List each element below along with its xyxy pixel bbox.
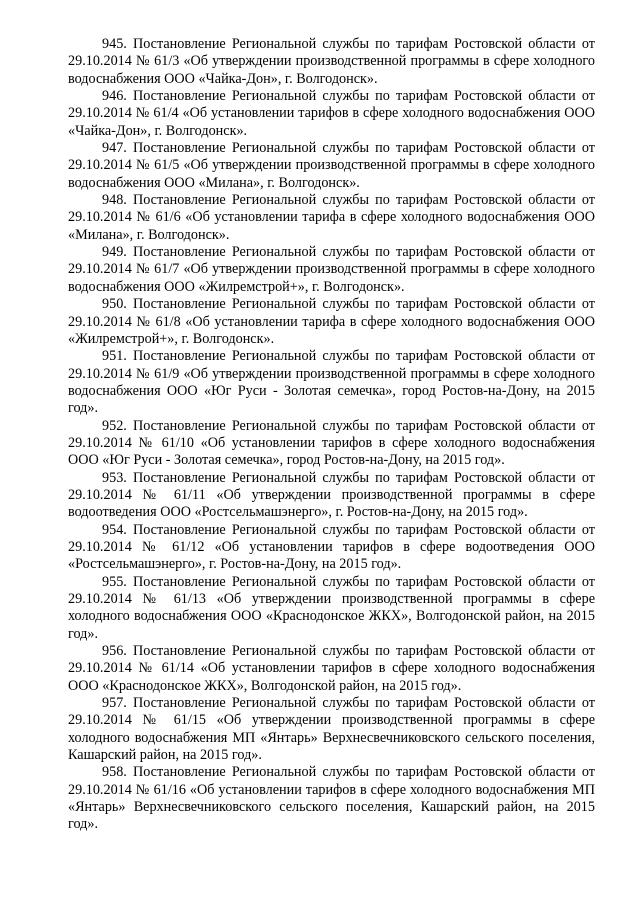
entry-945: 945. Постановление Региональной службы по тарифам Ростовской области от 29.10.2014 № 61/3 «Об утверждении производственной программы в сфере холодного водоснабжения ООО «Чайка-Дон», г. Волгодонск». — [68, 36, 595, 87]
entry-950: 950. Постановление Региональной службы по тарифам Ростовской области от 29.10.2014 № 61/8 «Об установлении тарифа в сфере холодного водоснабжения ООО «Жилремстрой+», г. Волгодонск». — [68, 296, 595, 347]
entry-957: 957. Постановление Региональной службы по тарифам Ростовской области от 29.10.2014 № 61/15 «Об утверждении производственной программы в сфере холодного водоснабжения МП «Янтарь» Верхнесвечниковского сельского поселения, Кашарский район, на 2015 год». — [68, 695, 595, 764]
entry-949: 949. Постановление Региональной службы по тарифам Ростовской области от 29.10.2014 № 61/7 «Об утверждении производственной программы в сфере холодного водоснабжения ООО «Жилремстрой+», г. Волгодонск». — [68, 244, 595, 295]
entry-956: 956. Постановление Региональной службы по тарифам Ростовской области от 29.10.2014 № 61/14 «Об установлении тарифов в сфере холодного водоснабжения ООО «Краснодонское ЖКХ», Волгодонской район, на 2015 год». — [68, 643, 595, 694]
entry-955: 955. Постановление Региональной службы по тарифам Ростовской области от 29.10.2014 № 61/13 «Об утверждении производственной программы в сфере холодного водоснабжения ООО «Краснодонское ЖКХ», Волгодонской район, на 2015 год». — [68, 573, 595, 642]
entry-958: 958. Постановление Региональной службы по тарифам Ростовской области от 29.10.2014 № 61/16 «Об установлении тарифов в сфере холодного водоснабжения МП «Янтарь» Верхнесвечниковского сельского поселения, Кашарский район, на 2015 год». — [68, 764, 595, 833]
entry-953: 953. Постановление Региональной службы по тарифам Ростовской области от 29.10.2014 № 61/11 «Об утверждении производственной программы в сфере водоотведения ООО «Ростсельмашэнерго», г. Ростов-на-Дону, на 2015 год». — [68, 469, 595, 521]
entry-951: 951. Постановление Региональной службы по тарифам Ростовской области от 29.10.2014 № 61/9 «Об утверждении производственной программы в сфере холодного водоснабжения ООО «Юг Руси - Золотая семечка», город Ростов-на-Дону, на 2015 год». — [68, 348, 595, 417]
entry-947: 947. Постановление Региональной службы по тарифам Ростовской области от 29.10.2014 № 61/5 «Об утверждении производственной программы в сфере холодного водоснабжения ООО «Милана», г. Волгодонск». — [68, 140, 595, 191]
entry-948: 948. Постановление Региональной службы по тарифам Ростовской области от 29.10.2014 № 61/6 «Об установлении тарифа в сфере холодного водоснабжения ООО «Милана», г. Волгодонск». — [68, 192, 595, 243]
entry-946: 946. Постановление Региональной службы по тарифам Ростовской области от 29.10.2014 № 61/4 «Об установлении тарифов в сфере холодного водоснабжения ООО «Чайка-Дон», г. Волгодонск». — [68, 88, 595, 139]
entry-952: 952. Постановление Региональной службы по тарифам Ростовской области от 29.10.2014 № 61/10 «Об установлении тарифов в сфере холодного водоснабжения ООО «Юг Руси - Золотая семечка», город Ростов-на-Дону, на 2015 год». — [68, 417, 595, 469]
document-page — [68, 36, 595, 834]
entry-954: 954. Постановление Региональной службы по тарифам Ростовской области от 29.10.2014 № 61/12 «Об установлении тарифов в сфере водоотведения ООО «Ростсельмашэнерго», г. Ростов-на-Дону, на 2015 год». — [68, 521, 595, 573]
